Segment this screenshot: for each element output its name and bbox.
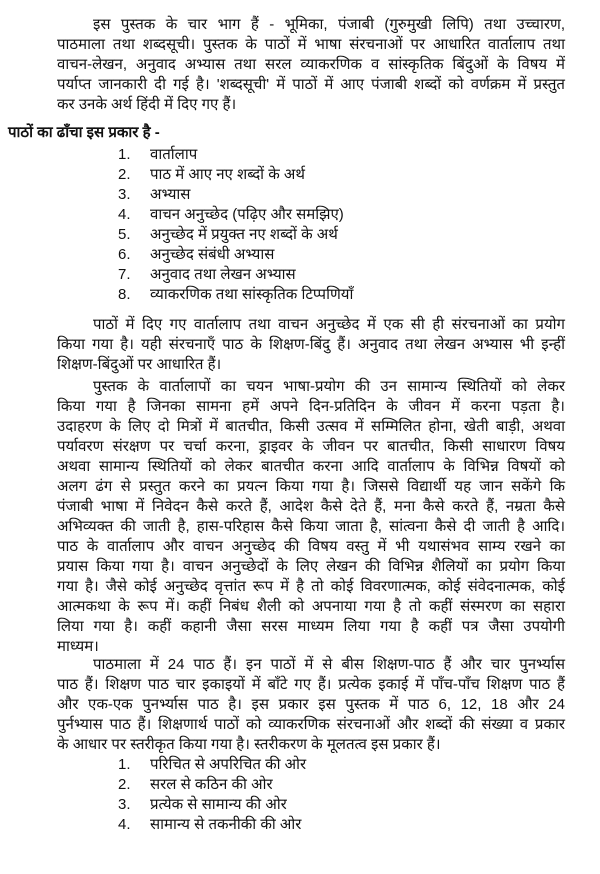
text-line: पुर्नभ्यास पाठ हैं। शिक्षणार्थ पाठों को व्याकरणिक संरचनाओं और शब्दों की संख्या व प्रकार xyxy=(57,716,565,733)
text-line: इस पुस्तक के चार भाग हैं - भूमिका, पंजाबी (गुरुमुखी लिपि) तथा उच्चारण, xyxy=(93,16,565,33)
text-line: पुस्तक के वार्तालापों का चयन भाषा-प्रयोग की उन सामान्य स्थितियों को लेकर xyxy=(93,378,565,395)
text-line: और एक-एक पुनर्भ्यास पाठ है। इस प्रकार इस पुस्तक में पाठ 6, 12, 18 और 24 xyxy=(57,696,565,713)
structures-paragraph xyxy=(57,315,565,375)
list-item xyxy=(118,795,306,815)
list-item-number: 6. xyxy=(118,246,131,263)
list-item xyxy=(118,285,353,305)
intro-paragraph xyxy=(57,15,565,115)
list-item xyxy=(118,265,353,285)
list-item-number: 7. xyxy=(118,266,131,283)
lesson-structure-list xyxy=(118,145,353,305)
list-item-text: पाठ में आए नए शब्दों के अर्थ xyxy=(150,166,305,183)
list-item xyxy=(118,205,353,225)
list-item-number: 1. xyxy=(118,756,131,773)
text-line: पर्यावरण संरक्षण पर चर्चा करना, ड्राइवर के जीवन पर बातचीत, किसी साधारण विषय xyxy=(57,438,565,455)
list-item-text: वाचन अनुच्छेद (पढ़िए और समझिए) xyxy=(150,206,344,223)
list-item-text: अनुच्छेद संबंधी अभ्यास xyxy=(150,246,275,263)
list-item-text: अभ्यास xyxy=(150,186,191,203)
grading-principles-list xyxy=(118,755,306,835)
list-item-number: 2. xyxy=(118,166,131,183)
list-item xyxy=(118,245,353,265)
text-line: आत्मकथा के रूप में। कहीं निबंध शैली को अपनाया गया है तो कहीं संस्मरण का सहारा xyxy=(57,598,565,615)
text-line: लिया गया है। कहीं कहानी जैसा सरस माध्यम लिया गया है कहीं पत्र जैसा उपयोगी xyxy=(57,618,565,635)
text-line: पर्याप्त जानकारी दी गई है। 'शब्दसूची' में पाठों में आए पंजाबी शब्दों को वर्णक्रम में प्रस्तुत xyxy=(57,76,565,93)
text-line: किया गया है जिनका सामना हमें अपने दिन-प्रतिदिन के जीवन में करना पड़ता है। xyxy=(57,398,565,415)
list-item-number: 4. xyxy=(118,816,131,833)
list-item-text: सामान्य से तकनीकी की ओर xyxy=(150,816,302,833)
list-item-number: 3. xyxy=(118,796,131,813)
list-item xyxy=(118,225,353,245)
text-line: वाचन-लेखन, अनुवाद अभ्यास तथा सरल व्याकरणिक व सांस्कृतिक बिंदुओं के विषय में xyxy=(57,56,565,73)
list-item-number: 1. xyxy=(118,146,131,163)
list-item-text: अनुवाद तथा लेखन अभ्यास xyxy=(150,266,296,283)
list-item-number: 5. xyxy=(118,226,131,243)
list-item-text: प्रत्येक से सामान्य की ओर xyxy=(150,796,287,813)
conversations-paragraph xyxy=(57,377,565,657)
list-item xyxy=(118,145,353,165)
text-line: पाठमाला में 24 पाठ हैं। इन पाठों में से बीस शिक्षण-पाठ हैं और चार पुनर्भ्यास xyxy=(93,656,565,673)
text-line: के आधार पर स्तरीकृत किया गया है। स्तरीकरण के मूलतत्व इस प्रकार हैं। xyxy=(57,736,441,753)
list-item xyxy=(118,775,306,795)
text-line: पंजाबी भाषा में निवेदन कैसे करते हैं, आदेश कैसे देते हैं, मना कैसे करते हैं, नम्रता कैसे xyxy=(57,498,565,515)
text-line: उदाहरण के लिए दो मित्रों में बातचीत, किसी उत्सव में सम्मिलित होना, खेती बाड़ी, अथवा xyxy=(57,418,565,435)
text-line: अथवा सामान्य स्थितियों को लेकर बातचीत करना आदि वार्तालाप के विभिन्न विषयों को xyxy=(57,458,565,475)
list-item-text: परिचित से अपरिचित की ओर xyxy=(150,756,307,773)
lessons-paragraph xyxy=(57,655,565,755)
text-line: माध्यम। xyxy=(57,638,99,655)
text-line: पाठों में दिए गए वार्तालाप तथा वाचन अनुच्छेद में एक सी ही संरचनाओं का प्रयोग xyxy=(93,316,565,333)
list-item xyxy=(118,755,306,775)
text-line: पाठ के वार्तालाप और वाचन अनुच्छेद की विषय वस्तु में भी यथासंभव साम्य रखने का xyxy=(57,538,565,555)
text-line: किया गया है। यही संरचनाएँ पाठ के शिक्षण-बिंदु हैं। अनुवाद तथा लेखन अभ्यास भी इन्हीं xyxy=(57,336,565,353)
text-line: गया है। जैसे कोई अनुच्छेद वृत्तांत रूप में है तो कोई विवरणात्मक, कोई संवेदनात्मक, कोई xyxy=(57,578,565,595)
text-line: कर उनके अर्थ हिंदी में दिए गए हैं। xyxy=(57,96,237,113)
structure-heading: पाठों का ढाँचा इस प्रकार है - xyxy=(8,124,160,141)
text-line: पाठ हैं। शिक्षण पाठ चार इकाइयों में बाँटे गए हैं। प्रत्येक इकाई में पाँच-पाँच शिक्षण पाठ हैं xyxy=(57,676,565,693)
list-item-text: वार्तालाप xyxy=(150,146,198,163)
list-item xyxy=(118,185,353,205)
list-item xyxy=(118,165,353,185)
list-item xyxy=(118,815,306,835)
text-line: पाठमाला तथा शब्दसूची। पुस्तक के पाठों में भाषा संरचनाओं पर आधारित वार्तालाप तथा xyxy=(57,36,565,53)
list-item-number: 3. xyxy=(118,186,131,203)
text-line: अभिव्यक्त की जाती है, हास-परिहास कैसे किया जाता है, सांत्वना कैसे दी जाती है आदि। xyxy=(57,518,565,535)
list-item-number: 8. xyxy=(118,286,131,303)
list-item-number: 2. xyxy=(118,776,131,793)
text-line: प्रयास किया गया है। वाचन अनुच्छेदों के लिए लेखन की विभिन्न शैलियों का प्रयोग किया xyxy=(57,558,565,575)
text-line: अलग ढंग से प्रस्तुत करने का प्रयत्न किया गया है। जिससे विद्यार्थी यह जान सकेंगे कि xyxy=(57,478,565,495)
list-item-text: व्याकरणिक तथा सांस्कृतिक टिप्पणियाँ xyxy=(150,286,354,303)
list-item-number: 4. xyxy=(118,206,131,223)
list-item-text: सरल से कठिन की ओर xyxy=(150,776,273,793)
list-item-text: अनुच्छेद में प्रयुक्त नए शब्दों के अर्थ xyxy=(150,226,338,243)
text-line: शिक्षण-बिंदुओं पर आधारित हैं। xyxy=(57,356,222,373)
